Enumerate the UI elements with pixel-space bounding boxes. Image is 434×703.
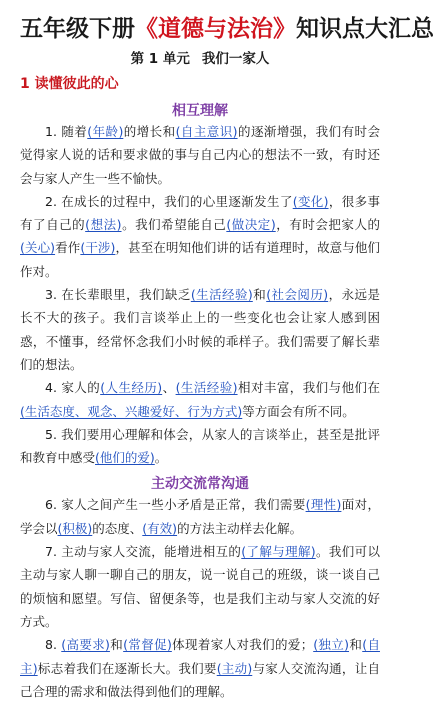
paragraph <box>20 423 380 470</box>
answer-blank: (独立) <box>313 637 350 653</box>
answer-blank: (想法) <box>85 217 122 233</box>
paragraph-text: 和 <box>252 287 267 303</box>
paragraph-text: 相对丰富，我们与他们在 <box>237 380 380 396</box>
answer-blank: (生活态度、观念、兴趣爱好、行为方式) <box>20 403 243 419</box>
unit-number: 第 1 单元 <box>130 51 190 67</box>
paragraph-text: ，甚至在明知他们讲的话有道理时，故意与他们作对。 <box>20 240 380 279</box>
answer-blank: (人生经历) <box>100 380 163 396</box>
paragraph-text: 。我们希望能自己 <box>121 217 227 233</box>
paragraph-text: 4. 家人的 <box>45 380 101 396</box>
paragraph-text: 的态度、 <box>92 520 143 536</box>
paragraph <box>20 540 380 633</box>
paragraph <box>20 120 380 190</box>
paragraph-text: 。 <box>154 450 168 466</box>
answer-blank: (理性) <box>305 497 342 513</box>
answer-blank: (自主) <box>20 637 380 676</box>
answer-blank: (主动) <box>216 660 253 676</box>
paragraph <box>20 190 380 283</box>
answer-blank: (生活经验) <box>190 287 253 303</box>
paragraph-text: 看作 <box>55 240 81 256</box>
paragraph <box>20 633 380 703</box>
lesson-heading: 1 读懂彼此的心 <box>20 76 119 92</box>
answer-blank: (自主意识) <box>175 124 238 139</box>
paragraph-text: 的增长和 <box>123 124 176 139</box>
answer-blank: (常督促) <box>123 637 172 653</box>
paragraph-text: 标志着我们在逐渐长大。我们要 <box>37 660 217 676</box>
paragraph-text: 1. 随着 <box>45 124 88 139</box>
paragraph-text: 面对，学会以 <box>20 497 380 536</box>
paragraph-text: 和 <box>349 637 363 653</box>
answer-blank: (干涉) <box>80 240 116 256</box>
section-heading-understanding: 相互理解 <box>172 103 228 119</box>
paragraph-text: 与家人交流沟通，让自己合理的需求和做法得到他们的理解。 <box>20 660 380 699</box>
paragraph-text: ，很多事有了自己的 <box>20 193 380 233</box>
paragraph-text: 8. <box>45 637 62 653</box>
answer-blank: (社会阅历) <box>266 287 329 303</box>
paragraph-text: 的方法主动样去化解。 <box>177 520 303 536</box>
page-title <box>20 12 434 46</box>
paragraph-text: 5. 我们要用心理解和体会，从家人的言谈举止，甚至是批评和教育中感受 <box>20 426 380 466</box>
section-body-communication <box>20 493 380 703</box>
unit-heading <box>20 50 380 68</box>
paragraph-text: 、 <box>162 380 176 396</box>
paragraph-text: ，永远是长不大的孩子。我们言谈举止上的一些变化也会让家人感到困惑，不懂事，经常怀念我们小时候的乖样子。我们需要了解长辈们的想法。 <box>20 287 380 372</box>
answer-blank: (积极) <box>57 520 93 536</box>
title-suffix: 知识点大汇总 <box>296 16 434 42</box>
paragraph-text: 7. 主动与家人交流，能增进相互的 <box>45 544 242 560</box>
section-body-understanding <box>20 120 380 469</box>
paragraph <box>20 283 380 376</box>
paragraph-text: 3. 在长辈眼里，我们缺乏 <box>45 287 191 303</box>
paragraph-text: 和 <box>109 637 124 653</box>
answer-blank: (他们的爱) <box>95 450 155 466</box>
answer-blank: (高要求) <box>61 637 110 653</box>
answer-blank: (了解与理解) <box>241 544 316 560</box>
title-subject: 《道德与法治》 <box>135 16 296 42</box>
paragraph-text: 体现着家人对我们的爱； <box>171 637 314 653</box>
paragraph-text: 的逐渐增强，我们有时会觉得家人说的话和要求做的事与自己内心的想法不一致，有时还会与家人产生一些不愉快。 <box>20 124 380 186</box>
unit-name: 我们一家人 <box>201 51 270 67</box>
paragraph-text: 。我们可以主动与家人聊一聊自己的朋友，说一说自己的班级，谈一谈自己的烦恼和愿望。写信、留便条等，也是我们主动与家人交流的好方式。 <box>20 544 380 629</box>
paragraph-text: 等方面会有所不同。 <box>242 403 355 419</box>
section-heading-communication: 主动交流常沟通 <box>151 476 249 493</box>
title-grade: 五年级下册 <box>20 16 135 42</box>
paragraph-text: ，有时会把家人的 <box>275 217 380 233</box>
document-page <box>0 12 434 699</box>
paragraph <box>20 493 380 540</box>
answer-blank: (有效) <box>142 520 178 536</box>
paragraph <box>20 376 380 423</box>
answer-blank: (变化) <box>292 193 329 209</box>
answer-blank: (做决定) <box>226 217 276 233</box>
answer-blank: (生活经验) <box>175 380 238 396</box>
answer-blank: (关心) <box>20 240 56 256</box>
paragraph-text: 6. 家人之间产生一些小矛盾是正常，我们需要 <box>45 497 306 513</box>
answer-blank: (年龄) <box>87 124 124 139</box>
paragraph-text: 2. 在成长的过程中，我们的心里逐渐发生了 <box>45 193 293 209</box>
